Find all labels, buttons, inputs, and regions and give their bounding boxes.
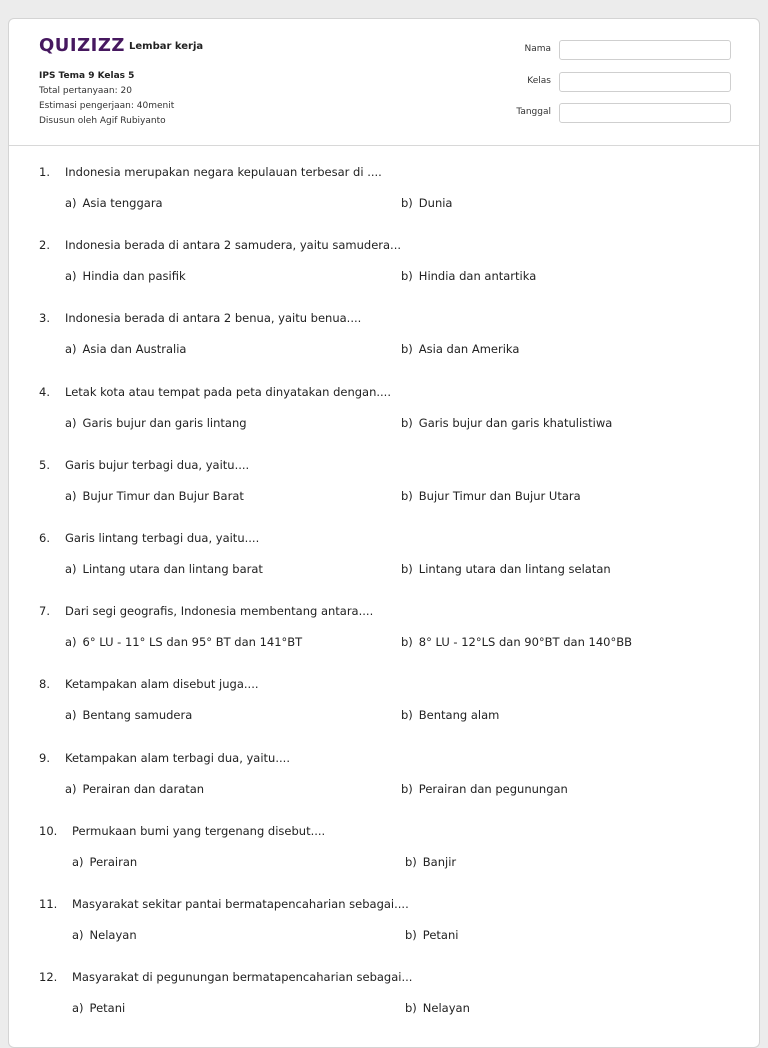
question-text: Ketampakan alam disebut juga.... (65, 677, 259, 691)
date-field-row (479, 103, 731, 123)
worksheet-title: IPS Tema 9 Kelas 5 (39, 71, 135, 81)
date-input[interactable] (559, 103, 731, 123)
option-a-text: Bujur Timur dan Bujur Barat (82, 489, 244, 503)
option-b-text: Lintang utara dan lintang selatan (418, 562, 611, 576)
sheet-label: Lembar kerja (129, 41, 204, 52)
option-letter: a) (65, 416, 77, 430)
option-b-text: Bentang alam (418, 708, 500, 722)
option-b-text: Garis bujur dan garis khatulistiwa (418, 416, 613, 430)
option-letter: a) (65, 782, 77, 796)
worksheet (8, 18, 760, 1048)
option-a[interactable] (72, 855, 137, 869)
question-number: 10. (39, 824, 58, 838)
worksheet-meta (39, 69, 174, 129)
question-text: Indonesia berada di antara 2 samudera, yaitu samudera... (65, 238, 402, 252)
option-b[interactable] (405, 855, 456, 869)
option-letter: a) (65, 708, 77, 722)
option-b[interactable] (401, 635, 632, 649)
option-a[interactable] (65, 562, 263, 576)
option-a-text: Hindia dan pasifik (82, 269, 186, 283)
option-a-text: Perairan dan daratan (82, 782, 205, 796)
option-a-text: Lintang utara dan lintang barat (82, 562, 263, 576)
question-number: 11. (39, 897, 58, 911)
option-letter: a) (65, 269, 77, 283)
question-number: 2. (39, 238, 50, 252)
option-a[interactable] (65, 342, 186, 356)
class-label: Kelas (527, 76, 551, 86)
question-number: 9. (39, 751, 50, 765)
option-b[interactable] (405, 1001, 470, 1015)
option-letter: a) (72, 928, 84, 942)
question-text: Dari segi geografis, Indonesia membentang antara.... (65, 604, 374, 618)
option-letter: b) (401, 196, 413, 210)
option-b-text: 8° LU - 12°LS dan 90°BT dan 140°BB (418, 635, 632, 649)
question-text: Masyarakat sekitar pantai bermatapencaharian sebagai.... (72, 897, 409, 911)
question-number: 4. (39, 385, 50, 399)
class-field-row (479, 72, 731, 92)
option-letter: a) (65, 489, 77, 503)
question-number: 7. (39, 604, 50, 618)
option-letter: b) (401, 708, 413, 722)
option-a[interactable] (65, 269, 186, 283)
option-letter: a) (65, 562, 77, 576)
option-letter: b) (405, 928, 417, 942)
date-label: Tanggal (516, 107, 551, 117)
total-questions: Total pertanyaan: 20 (39, 86, 132, 96)
option-letter: b) (401, 416, 413, 430)
option-b[interactable] (401, 708, 499, 722)
option-a[interactable] (65, 708, 192, 722)
question-text: Garis bujur terbagi dua, yaitu.... (65, 458, 250, 472)
option-b-text: Nelayan (422, 1001, 470, 1015)
quizizz-logo: QUIZIZZ (39, 35, 125, 56)
worksheet-header (9, 19, 759, 146)
option-b-text: Dunia (418, 196, 453, 210)
option-a-text: Petani (89, 1001, 126, 1015)
name-label: Nama (524, 44, 551, 54)
class-input[interactable] (559, 72, 731, 92)
option-a-text: Perairan (89, 855, 138, 869)
option-b[interactable] (405, 928, 458, 942)
author: Disusun oleh Agif Rubiyanto (39, 116, 166, 126)
option-a-text: Bentang samudera (82, 708, 193, 722)
option-letter: a) (72, 855, 84, 869)
option-b-text: Bujur Timur dan Bujur Utara (418, 489, 581, 503)
name-field-row (479, 40, 731, 60)
option-b-text: Petani (422, 928, 459, 942)
time-estimate: Estimasi pengerjaan: 40menit (39, 101, 175, 111)
option-a[interactable] (65, 416, 247, 430)
option-a[interactable] (65, 196, 163, 210)
question-text: Indonesia berada di antara 2 benua, yaitu benua.... (65, 311, 362, 325)
question-text: Ketampakan alam terbagi dua, yaitu.... (65, 751, 290, 765)
option-a[interactable] (72, 1001, 125, 1015)
question-text: Masyarakat di pegunungan bermatapencaharian sebagai... (72, 970, 413, 984)
option-b[interactable] (401, 489, 581, 503)
option-letter: b) (401, 562, 413, 576)
question-text: Garis lintang terbagi dua, yaitu.... (65, 531, 260, 545)
question-number: 1. (39, 165, 50, 179)
option-b[interactable] (401, 196, 452, 210)
option-letter: b) (401, 635, 413, 649)
question-text: Indonesia merupakan negara kepulauan terbesar di .... (65, 165, 382, 179)
question-text: Permukaan bumi yang tergenang disebut.... (72, 824, 326, 838)
option-a[interactable] (72, 928, 137, 942)
option-b[interactable] (401, 342, 519, 356)
question-number: 12. (39, 970, 58, 984)
question-text: Letak kota atau tempat pada peta dinyatakan dengan.... (65, 385, 391, 399)
option-a[interactable] (65, 489, 244, 503)
option-letter: b) (405, 855, 417, 869)
option-letter: a) (65, 196, 77, 210)
option-b[interactable] (401, 562, 611, 576)
option-a[interactable] (65, 635, 302, 649)
option-b[interactable] (401, 782, 568, 796)
option-b[interactable] (401, 416, 612, 430)
option-letter: a) (72, 1001, 84, 1015)
name-input[interactable] (559, 40, 731, 60)
option-letter: b) (401, 342, 413, 356)
option-letter: a) (65, 635, 77, 649)
option-letter: b) (401, 782, 413, 796)
option-a-text: Nelayan (89, 928, 137, 942)
option-b[interactable] (401, 269, 536, 283)
option-letter: b) (405, 1001, 417, 1015)
option-b-text: Hindia dan antartika (418, 269, 537, 283)
option-b-text: Banjir (422, 855, 457, 869)
option-a-text: Garis bujur dan garis lintang (82, 416, 247, 430)
option-a-text: Asia dan Australia (82, 342, 187, 356)
question-number: 3. (39, 311, 50, 325)
option-a-text: 6° LU - 11° LS dan 95° BT dan 141°BT (82, 635, 303, 649)
option-letter: b) (401, 269, 413, 283)
question-number: 6. (39, 531, 50, 545)
option-letter: b) (401, 489, 413, 503)
option-letter: a) (65, 342, 77, 356)
question-number: 8. (39, 677, 50, 691)
question-number: 5. (39, 458, 50, 472)
option-a[interactable] (65, 782, 204, 796)
option-b-text: Asia dan Amerika (418, 342, 520, 356)
option-a-text: Asia tenggara (82, 196, 163, 210)
option-b-text: Perairan dan pegunungan (418, 782, 568, 796)
